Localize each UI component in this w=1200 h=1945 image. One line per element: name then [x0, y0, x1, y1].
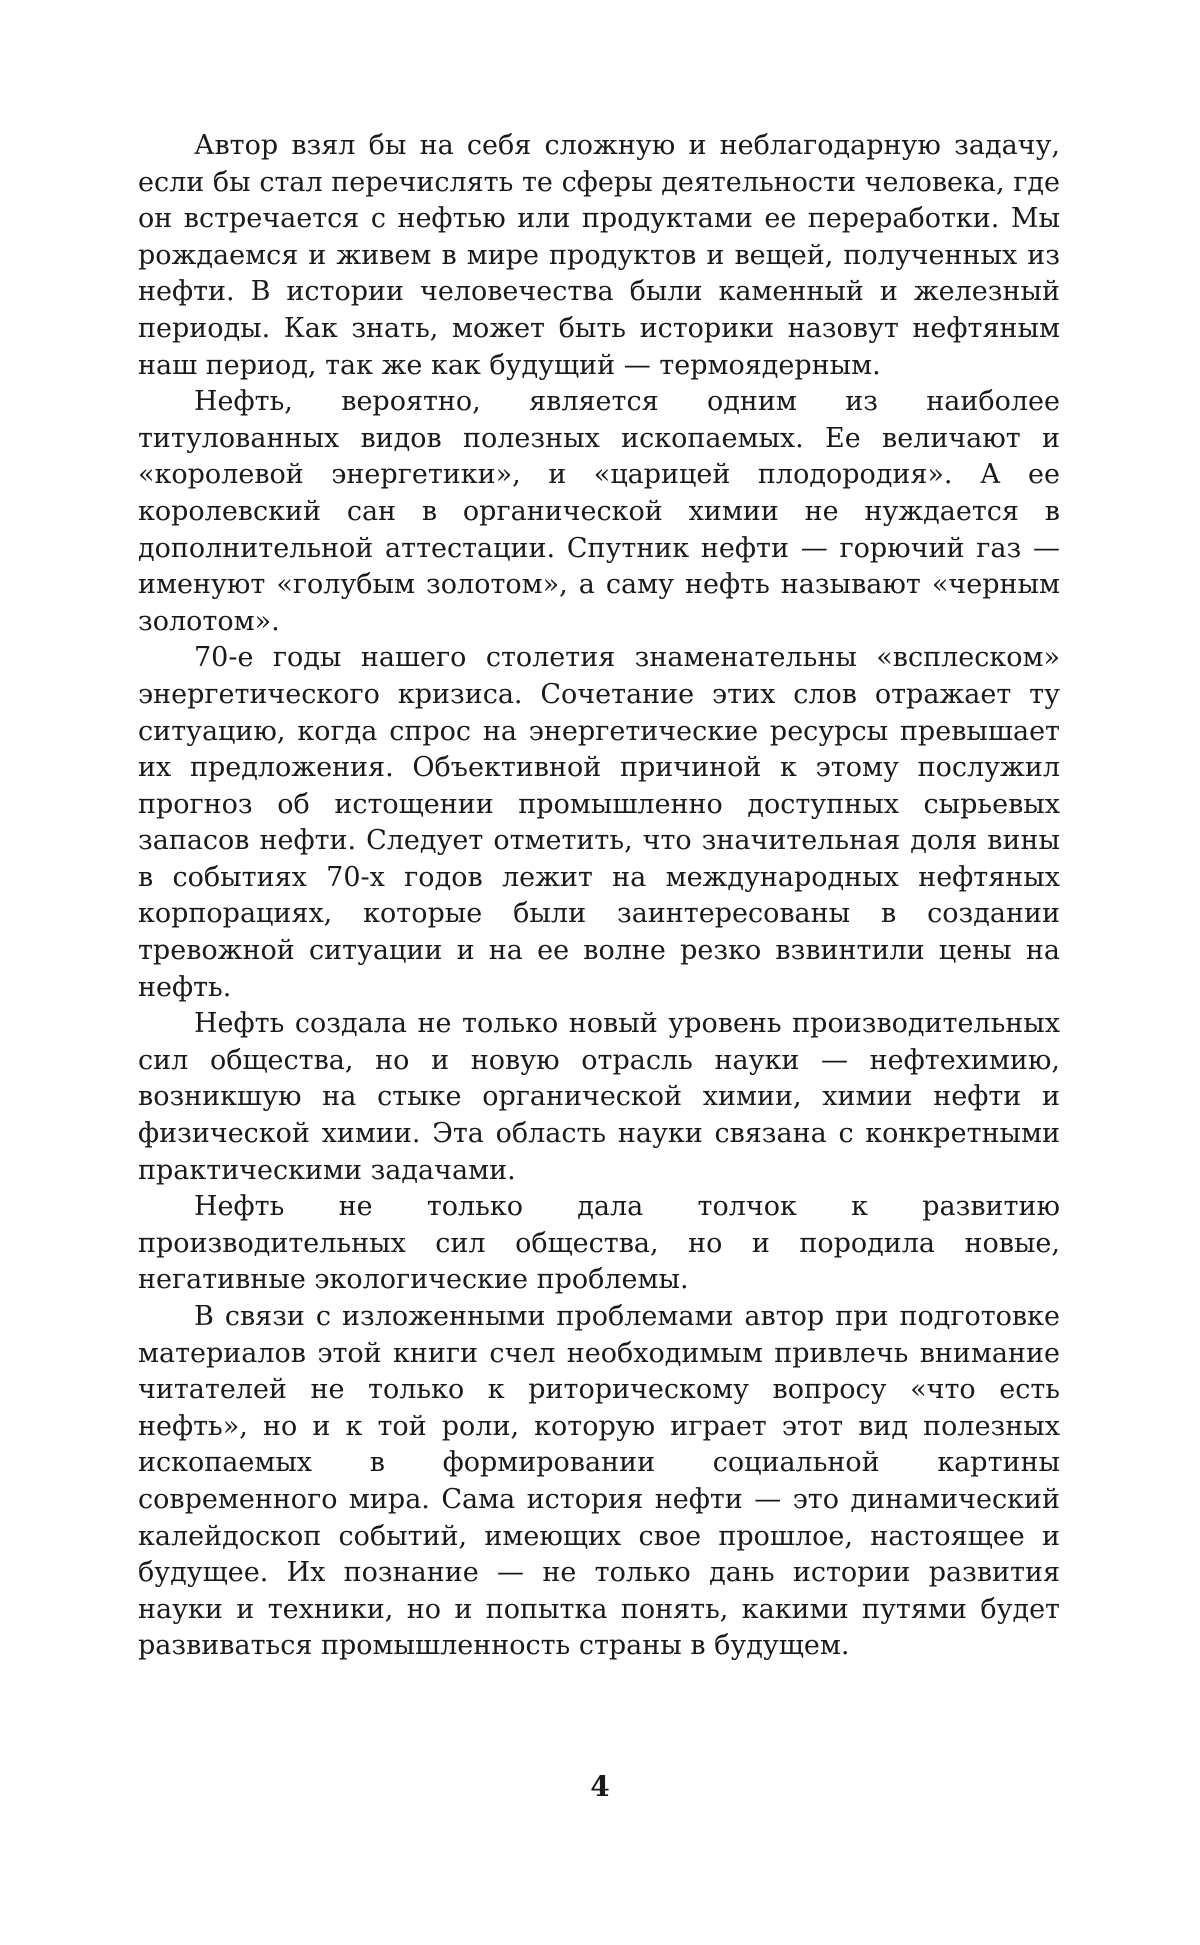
page-number: 4 — [0, 1770, 1200, 1803]
paragraph-1: Автор взял бы на себя сложную и неблагодарную задачу, если бы стал перечислять те сферы деятельности человека, где он встречается с нефтью или продуктами ее переработки. Мы рождаемся и живем в мире продуктов и вещей, полученных из нефти. В истории человечества были каменный и железный периоды. Как знать, может быть историки назовут нефтяным наш период, так же как будущий — термоядерным. — [138, 128, 1060, 384]
body-text — [138, 128, 1060, 1665]
book-page — [0, 0, 1200, 1945]
paragraph-2: Нефть, вероятно, является одним из наиболее титулованных видов полезных ископаемых. Ее величают и «королевой энергетики», и «царицей плодородия». А ее королевский сан в органической химии не нуждается в дополнительной аттестации. Спутник нефти — горючий газ — именуют «голубым золотом», а саму нефть называют «черным золотом». — [138, 384, 1060, 640]
paragraph-4: Нефть создала не только новый уровень производительных сил общества, но и новую отрасль науки — нефтехимию, возникшую на стыке органической химии, химии нефти и физической химии. Эта область науки связана с конкретными практическими задачами. — [138, 1006, 1060, 1189]
paragraph-6: В связи с изложенными проблемами автор при подготовке материалов этой книги счел необходимым привлечь внимание читателей не только к риторическому вопросу «что есть нефть», но и к той роли, которую играет этот вид полезных ископаемых в формировании социальной картины современного мира. Сама история нефти — это динамический калейдоскоп событий, имеющих свое прошлое, настоящее и будущее. Их познание — не только дань истории развития науки и техники, но и попытка понять, какими путями будет развиваться промышленность страны в будущем. — [138, 1299, 1060, 1665]
paragraph-3: 70-е годы нашего столетия знаменательны «всплеском» энергетического кризиса. Сочетание этих слов отражает ту ситуацию, когда спрос на энергетические ресурсы превышает их предложения. Объективной причиной к этому послужил прогноз об истощении промышленно доступных сырьевых запасов нефти. Следует отметить, что значительная доля вины в событиях 70-х годов лежит на международных нефтяных корпорациях, которые были заинтересованы в создании тревожной ситуации и на ее волне резко взвинтили цены на нефть. — [138, 640, 1060, 1006]
paragraph-5: Нефть не только дала толчок к развитию производительных сил общества, но и породила новые, негативные экологические проблемы. — [138, 1189, 1060, 1299]
